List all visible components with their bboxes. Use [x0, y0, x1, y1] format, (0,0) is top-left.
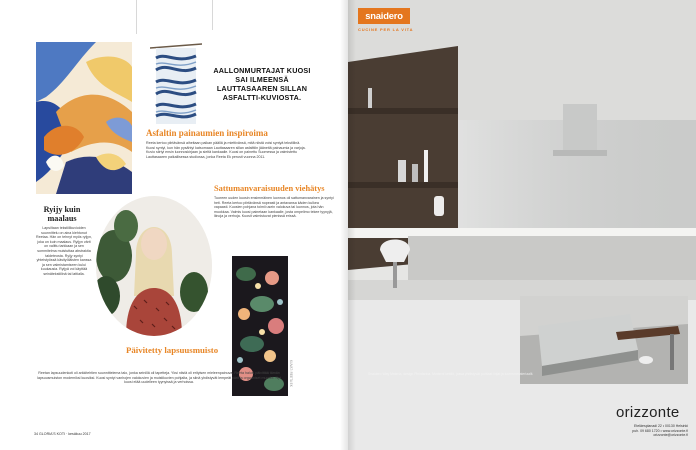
ad-caption: Snaidero Way Materia, design Pininfarina. Moderni keittiö, jossa yhdistyvät puhtaat linjat ja luonnonmateriaalit. [368, 372, 534, 376]
brand-tagline: CUCINE PER LA VITA [358, 27, 414, 32]
right-page-advertisement [348, 0, 696, 450]
portrait-illustration [96, 196, 212, 336]
photo-credit: KUVAT: REETA EK [289, 360, 293, 387]
orizzonte-logo: orizzonte [616, 404, 680, 421]
sidebar-body: Lapsiltaan tekstiilikuvioiden suunnittelu on aina kiehtonut Reetaa. Hän on tehnyt myös ryijyn, joka on kuin maalaus. Ryijyn värit on valittu tarkkaan ja sen sommitelma muistuttaa abstraktia taideteosta. Ryijy syntyi yhteistyössä käsityöläisten kanssa ja sen valmistamiseen kului kuukausia. Ryijyä voi käyttää seinätekstiilinä tai lattialla. [36, 226, 92, 276]
painting-illustration [36, 42, 132, 194]
section-title-asphalt: Asfaltin painaumien inspiroima [146, 128, 268, 138]
kitchen-inset-photo [520, 296, 688, 384]
section-body-randomness: Tuoreen uuden kuosin ensimmäinen luonnos oli sattumanvarainen ja syntyi heti. Reeta kertoo piirtävänsä nopeasti ja antavansa käden kulkea vapaasti. Kuosien pohjana toimii usein valokuva tai luonnos, jota hän muokkaa. Valmis kuosi painetaan kankaalle, josta ompelimo tekee tyynyjä, liinoja ja verhoja. Kuosit valmistuvat pienissä erissä. [214, 196, 334, 219]
section-body-asphalt: Reeta kertoo piirtävänsä aiheitaan paikan päällä ja miettivänsä, mitä niistä voisi syntyä tekstiilinä. Kuosi syntyi, kun hän pysähtyi katsomaan Lauttasaaren sillan asfalttiin jääneitä painaumia ja varjoja. Kuvio siirtyi ensin luonnoskirjaan ja sieltä kankaalle. Kuosi on painettu Suomessa ja valmistettu Lauttasaaren paikallisessa studiossa, jonka Reeta Ek perusti vuonna 2011. [146, 141, 306, 159]
headline: AALLONMURTAJAT KUOSI SAI ILMEENSÄ LAUTTASAAREN SILLAN ASFALTTI-KUVIOSTA. [213, 66, 311, 102]
section-body-childhood: Reetan lapsuudenkoti oli arkkitehtien suunnittelema talo, jonka seinillä oli tapetteja. Yksi niistä oli erityisen mieleenpainuva. Reeta halusi päivittää tämän lapsuusmuiston moderniksi kuosiksi. Kuosi syntyi vanhojen valokuvien ja muistikuvien pohjalta, ja siinä yhdistyvät lempeät värit ja orgaaniset muodot. Nyt kuosi elää uudelleen tyynyissä ja verhoissa. [37, 371, 281, 385]
page-folio: 34 GLORIA'S KOTI · kesäkuu 2017 [34, 432, 91, 436]
abstract-painting [36, 42, 132, 194]
inset-illustration [520, 296, 688, 384]
email-line: orizzonte@orizzonte.fi [653, 433, 688, 438]
snaidero-logo: snaidero [358, 8, 410, 24]
retailer-address [618, 424, 688, 438]
textile-illustration [150, 42, 202, 126]
address-line: Eteläesplanadi 22 • 00130 Helsinki [634, 424, 688, 428]
hanger-string-left [136, 0, 137, 34]
designer-portrait [96, 196, 212, 336]
sidebar-title: Ryijy kuin maalaus [43, 205, 81, 223]
phone-line: puh. 09 680 1720 • www.orizzonte.fi [632, 428, 688, 433]
hanging-textile [150, 42, 202, 126]
hanger-string-right [212, 0, 213, 30]
section-title-randomness: Sattumanvaraisuuden viehätys [214, 184, 325, 193]
kitchen-photo [348, 0, 696, 300]
section-title-childhood: Päivitetty lapsuusmuisto [126, 345, 219, 355]
